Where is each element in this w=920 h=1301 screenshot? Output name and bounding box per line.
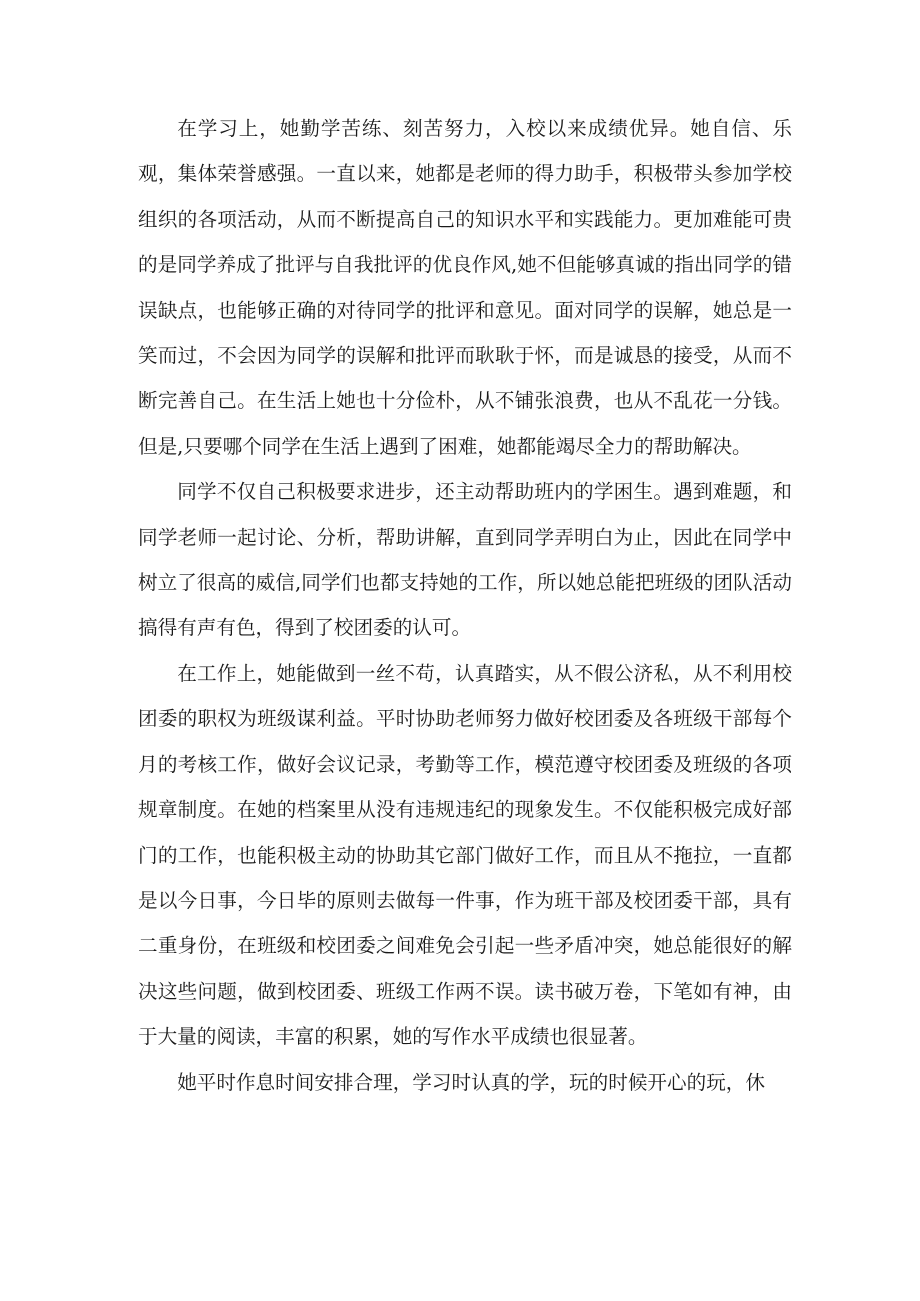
paragraph-helping-classmates: 同学不仅自己积极要求进步，还主动帮助班内的学困生。遇到难题，和同学老师一起讨论、分析，帮助讲解，直到同学弄明白为止，因此在同学中树立了很高的威信,同学们也都支持她的工作，所以她总能把班级的团队活动搞得有声有色，得到了校团委的认可。 xyxy=(138,480,792,640)
document-body xyxy=(138,106,792,1105)
paragraph-schedule: 她平时作息时间安排合理，学习时认真的学，玩的时候开心的玩，休 xyxy=(177,1070,765,1094)
paragraph-study: 在学习上，她勤学苦练、刻苦努力，入校以来成绩优异。她自信、乐观，集体荣誉感强。一直以来，她都是老师的得力助手，积极带头参加学校组织的各项活动，从而不断提高自己的知识水平和实践能力。更加难能可贵的是同学养成了批评与自我批评的优良作风,她不但能够真诚的指出同学的错误缺点，也能够正确的对待同学的批评和意见。面对同学的误解，她总是一笑而过，不会因为同学的误解和批评而耿耿于怀，而是诚恳的接受，从而不断完善自己。在生活上她也十分俭朴，从不铺张浪费，也从不乱花一分钱。但是,只要哪个同学在生活上遇到了困难，她都能竭尽全力的帮助解决。 xyxy=(138,117,792,458)
paragraph-work: 在工作上，她能做到一丝不苟，认真踏实，从不假公济私，从不利用校团委的职权为班级谋利益。平时协助老师努力做好校团委及各班级干部每个月的考核工作，做好会议记录，考勤等工作，模范遵守校团委及班级的各项规章制度。在她的档案里从没有违规违纪的现象发生。不仅能积极完成好部门的工作，也能积极主动的协助其它部门做好工作，而且从不拖拉，一直都是以今日事，今日毕的原则去做每一件事，作为班干部及校团委干部，具有二重身份，在班级和校团委之间难免会引起一些矛盾冲突，她总能很好的解决这些问题，做到校团委、班级工作两不误。读书破万卷，下笔如有神，由于大量的阅读，丰富的积累，她的写作水平成绩也很显著。 xyxy=(138,661,792,1049)
